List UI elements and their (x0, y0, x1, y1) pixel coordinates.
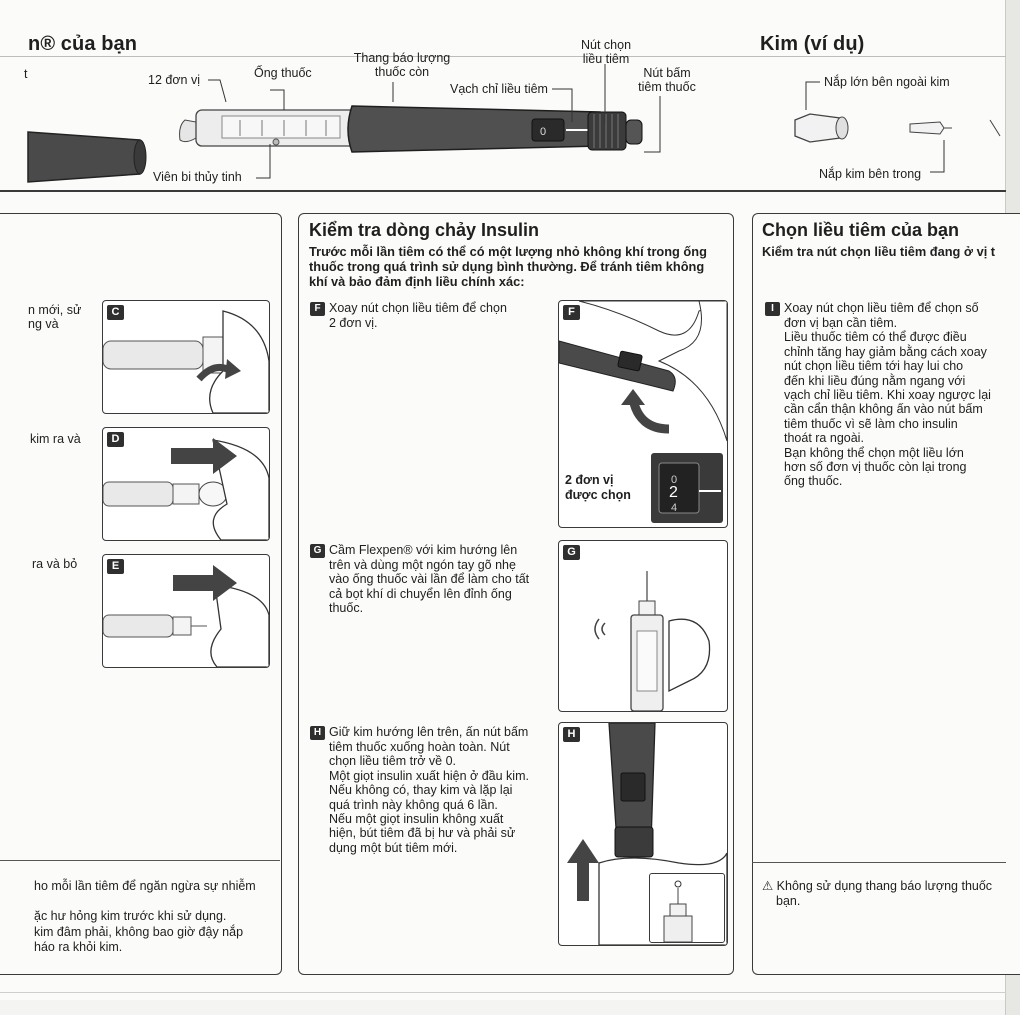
page-bottom-line (0, 992, 1006, 993)
svg-text:0: 0 (671, 474, 678, 486)
illustration-c (102, 300, 270, 414)
insulin-flow-title: Kiểm tra dòng chảy Insulin (309, 220, 540, 240)
svg-text:4: 4 (671, 502, 678, 514)
badge-e: E (107, 559, 124, 574)
label-outer-cap: Nắp lớn bên ngoài kim (824, 75, 950, 89)
step-f-text: F Xoay nút chọn liều tiêm để chọn 2 đơn vị. (310, 301, 550, 330)
svg-text:0: 0 (540, 126, 547, 138)
left-frag-2: kim ra và (30, 432, 81, 446)
badge-c: C (107, 305, 124, 320)
step-i-text: I Xoay nút chọn liều tiêm để chọn số đơn vị bạn cần tiêm. Liều thuốc tiêm có thể được điều chỉnh tăng hay giảm bằng cách xoay nút chọn liều tiêm tới hay lui cho đến khi liều đúng nằm ngang với vạch chỉ liều tiêm. Khi xoay ngược lại cần cẩn thận không ấn vào nút bấm tiêm thuốc vì sẽ làm cho insulin thoát ra ngoài. Bạn không thể chọn một liều lớn hơn số đơn vị thuốc còn lại trong ống thuốc. (765, 301, 997, 489)
pen-section-title: n® của bạn (28, 33, 138, 55)
needle-section-title: Kim (ví dụ) (760, 33, 865, 55)
left-bottom-line-1: ho mỗi lần tiêm để ngăn ngừa sự nhiễm (34, 879, 256, 893)
left-frag-3: ra và bỏ (32, 557, 78, 571)
pen-cap-end (134, 140, 146, 174)
step-h-badge: H (310, 726, 325, 740)
illustration-f (558, 300, 728, 528)
illustration-h (558, 722, 728, 946)
illustration-g (558, 540, 728, 712)
label-glass-ball: Viên bi thủy tinh (153, 170, 242, 184)
insulin-flow-subtitle: Trước mỗi lần tiêm có thể có một lượng nhỏ không khí trong ống thuốc trong quá trình sử dụng bình thường. Để tránh tiêm không khí và bảo đảm định liều chính xác: (309, 244, 707, 289)
push-button (626, 120, 642, 144)
left-frag-1: n mới, sử ng và (28, 303, 82, 332)
step-h-text: H Giữ kim hướng lên trên, ấn nút bấm tiêm thuốc xuống hoàn toàn. Nút chọn liều tiêm trở về 0. Một giọt insulin xuất hiện ở đầu kim. Nếu không có, thay kim và lặp lại quá trình này không quá 6 lần. Nếu một giọt insulin không xuất hiện, bút tiêm đã bị hư và phải sử dụng một bút tiêm mới. (310, 725, 555, 855)
badge-d: D (107, 432, 124, 447)
pen-cap (28, 132, 144, 182)
label-inner-cap: Nắp kim bên trong (819, 167, 922, 181)
left-bottom-line-4: háo ra khỏi kim. (34, 940, 123, 954)
badge-h: H (563, 727, 580, 742)
badge-g: G (563, 545, 580, 560)
dose-selected-caption: 2 đơn vị được chọn (565, 473, 631, 502)
inner-needle-cap (910, 122, 944, 134)
glass-ball (273, 139, 279, 145)
header-bottom-rule (0, 190, 1006, 192)
select-dose-title: Chọn liều tiêm của bạn (762, 220, 960, 240)
svg-text:2: 2 (669, 484, 678, 501)
label-dose-indicator: Vạch chỉ liều tiêm (450, 82, 548, 96)
warning-line-2: bạn. (776, 894, 801, 908)
select-dose-subtitle: Kiểm tra nút chọn liều tiêm đang ở vị t (762, 244, 996, 259)
illustration-e (102, 554, 270, 668)
step-g-badge: G (310, 544, 325, 558)
left-panel-rule (0, 860, 280, 861)
label-12-units: 12 đơn vị (148, 73, 200, 87)
label-scale: Thang báo lượng thuốc còn (353, 51, 451, 79)
dose-window (532, 119, 564, 141)
left-bottom-line-3: kim đâm phải, không bao giờ đậy nắp (34, 925, 244, 939)
dose-zoom-inset (651, 453, 723, 523)
label-t: t (24, 67, 28, 81)
step-i-badge: I (765, 302, 780, 316)
label-cartridge: Ống thuốc (254, 66, 312, 80)
left-bottom-line-2: ặc hư hỏng kim trước khi sử dụng. (34, 909, 227, 923)
badge-f: F (563, 305, 580, 320)
right-panel-rule (752, 862, 1006, 863)
warning-line-1: ⚠ Không sử dụng thang báo lượng thuốc (762, 879, 993, 893)
label-push-button: Nút bấm tiêm thuốc (638, 66, 696, 94)
illustration-d (102, 427, 270, 541)
step-g-text: G Cầm Flexpen® với kim hướng lên trên và dùng một ngón tay gõ nhẹ vào ống thuốc vài lần để làm cho tất cả bọt khí di chuyển lên đỉnh ống thuốc. (310, 543, 555, 616)
label-dose-selector: Nút chọn liều tiêm (580, 38, 632, 66)
drop-zoom-inset (649, 873, 725, 943)
step-f-badge: F (310, 302, 325, 316)
